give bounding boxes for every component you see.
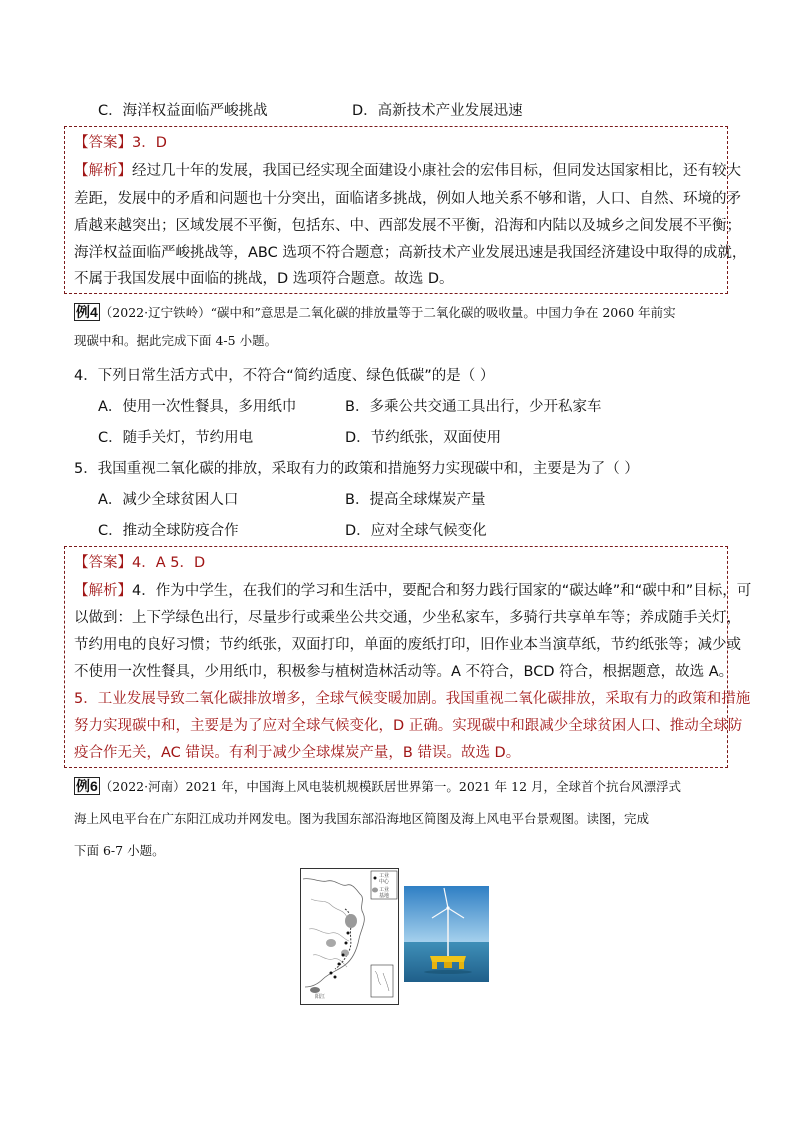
analysis-label: 【解析】	[74, 583, 132, 599]
offshore-wind-platform-photo	[404, 886, 489, 982]
answer-value: 4．A 5．D	[132, 555, 206, 571]
analysis-3-line-4: 海洋权益面临严峻挑战等，ABC 选项不符合题意；高新技术产业发展迅速是我国经济建设中取得的成就，	[74, 245, 747, 261]
analysis-45-line-6: 努力实现碳中和，主要是为了应对全球气候变化，D 正确。实现碳中和跟减少全球贫困人口、推动全球防	[74, 718, 743, 734]
answer-value: 3．D	[132, 135, 167, 151]
example-6-tag: 例6	[76, 778, 98, 794]
analysis-45-line-3: 节约用电的良好习惯；节约纸张，双面打印，单面的废纸打印，旧作业本当演草纸，节约纸张等；减少或	[74, 637, 741, 653]
answer-45-line	[74, 553, 205, 573]
analysis-45-line-1	[74, 581, 751, 601]
q4-option-b: B．多乘公共交通工具出行，少开私家车	[345, 399, 602, 415]
answer-label: 【答案】	[74, 555, 132, 571]
q4-option-d: D．节约纸张，双面使用	[345, 430, 502, 446]
q5-option-d: D．应对全球气候变化	[345, 523, 487, 539]
example-4-tag: 例4	[76, 304, 98, 320]
q5-option-a: A．减少全球贫困人口	[98, 492, 239, 508]
example-6-intro-2: 海上风电平台在广东阳江成功并网发电。图为我国东部沿海地区简图及海上风电平台景观图。读图，完成	[74, 811, 650, 826]
answer-label: 【答案】	[74, 135, 132, 151]
q4-option-c: C．随手关灯，节约用电	[98, 430, 254, 446]
analysis-45-line-4: 不使用一次性餐具，少用纸巾，积极参与植树造林活动等。A 不符合，BCD 符合，根据题意，故选 A。	[74, 664, 734, 680]
q3-option-d: D．高新技术产业发展迅速	[352, 103, 523, 119]
analysis-text: 4．作为中学生，在我们的学习和生活中，要配合和努力践行国家的“碳达峰”和“碳中和”目标，可	[132, 583, 752, 599]
answer-3-line	[74, 133, 167, 153]
example-6-text: （2022·河南）2021 年，中国海上风电装机规模跃居世界第一。2021 年 12 月，全球首个抗台风漂浮式	[99, 779, 682, 794]
example-4-text: （2022·辽宁铁岭）“碳中和”意思是二氧化碳的排放量等于二氧化碳的吸收量。中国力争在 2060 年前实	[99, 305, 676, 320]
analysis-text: 经过几十年的发展，我国已经实现全面建设小康社会的宏伟目标，但同发达国家相比，还有较大	[132, 163, 741, 179]
analysis-45-line-7: 疫合作无关，AC 错误。有利于减少全球煤炭产量，B 错误。故选 D。	[74, 745, 521, 761]
east-coast-map	[300, 868, 399, 1005]
q5-option-b: B．提高全球煤炭产量	[345, 492, 486, 508]
example-4-intro-2: 现碳中和。据此完成下面 4-5 小题。	[74, 333, 278, 348]
analysis-3-line-3: 盾越来越突出；区域发展不平衡，包括东、中、西部发展不平衡，沿海和内陆以及城乡之间发展不平衡；	[74, 218, 741, 234]
q5-option-c: C．推动全球防疫合作	[98, 523, 239, 539]
analysis-3-line-1	[74, 161, 741, 181]
q4-option-a: A．使用一次性餐具，多用纸巾	[98, 399, 297, 415]
q3-option-c: C．海洋权益面临严峻挑战	[98, 103, 268, 119]
analysis-45-line-2: 以做到：上下学绿色出行，尽量步行或乘坐公共交通，少坐私家车，多骑行共享单车等；养成随手关灯，	[74, 610, 741, 626]
legend-industrial-base: 工业基地	[379, 887, 390, 899]
example-6-intro-3: 下面 6-7 小题。	[74, 843, 165, 858]
q5-stem: 5．我国重视二氧化碳的排放，采取有力的政策和措施努力实现碳中和，主要是为了（ ）	[74, 461, 639, 477]
analysis-3-line-2: 差距，发展中的矛盾和问题也十分突出，面临诸多挑战，例如人地关系不够和谐，人口、自然、环境的矛	[74, 191, 741, 207]
analysis-3-line-5: 不属于我国发展中面临的挑战，D 选项符合题意。故选 D。	[74, 271, 454, 287]
example-4-intro-1	[74, 302, 676, 323]
q4-stem: 4．下列日常生活方式中，不符合“简约适度、绿色低碳”的是（ ）	[74, 368, 495, 384]
map-city-label: 阳江	[315, 994, 326, 1000]
analysis-label: 【解析】	[74, 163, 132, 179]
analysis-45-line-5: 5．工业发展导致二氧化碳排放增多，全球气候变暖加剧。我国重视二氧化碳排放，采取有力的政策和措施	[74, 691, 751, 707]
legend-industrial-center: 工业中心	[379, 873, 390, 885]
example-6-intro-1	[74, 776, 681, 797]
photo-drawing	[404, 886, 489, 982]
